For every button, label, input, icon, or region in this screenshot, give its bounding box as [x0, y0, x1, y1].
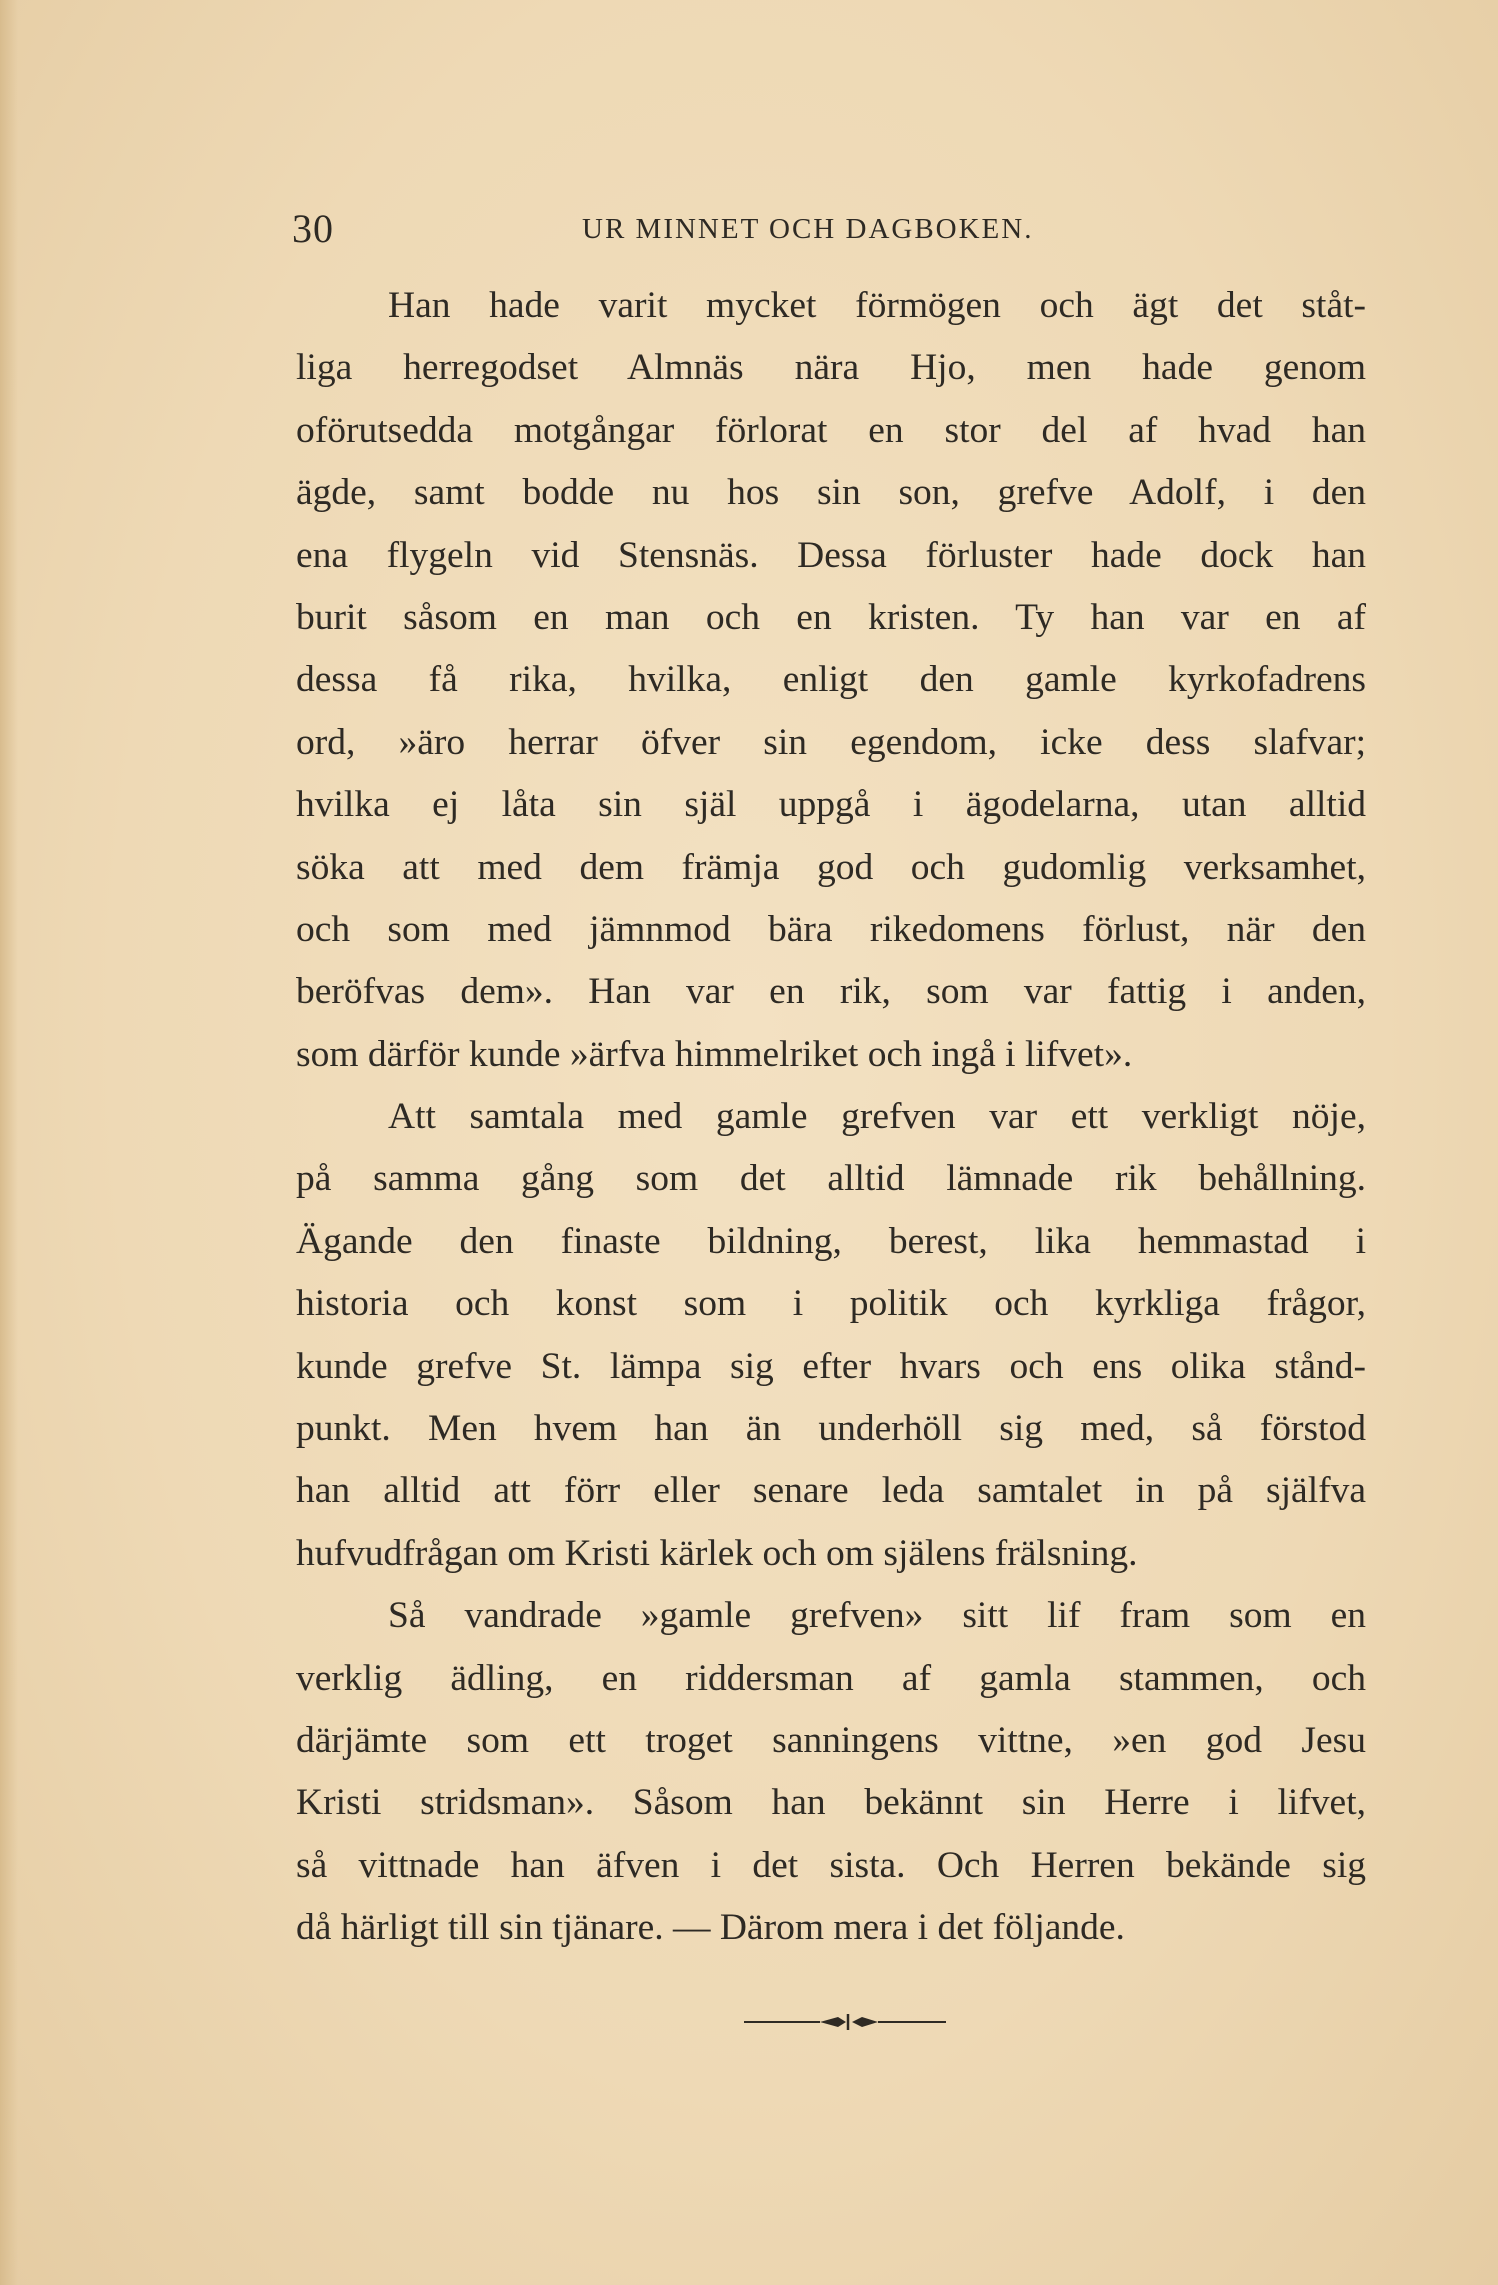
- text-line: Ägande den finaste bildning, berest, lika hemmastad i: [296, 1220, 1366, 1262]
- text-line: på samma gång som det alltid lämnade rik behållning.: [296, 1158, 1366, 1200]
- text-line: ägde, samt bodde nu hos sin son, grefve Adolf, i den: [296, 472, 1366, 514]
- text-line: historia och konst som i politik och kyrkliga frågor,: [296, 1283, 1366, 1325]
- text-line: beröfvas dem». Han var en rik, som var fattig i anden,: [296, 971, 1366, 1013]
- text-line: och som med jämnmod bära rikedomens förlust, när den: [296, 908, 1366, 950]
- text-line: dessa få rika, hvilka, enligt den gamle kyrkofadrens: [296, 659, 1366, 701]
- page-number: 30: [292, 206, 334, 251]
- text-line: ord, »äro herrar öfver sin egendom, icke dess slafvar;: [296, 721, 1366, 763]
- paragraph-3: [296, 1585, 1366, 1959]
- text-line: ena flygeln vid Stensnäs. Dessa förluster hade dock han: [296, 534, 1366, 576]
- text-line: hvilka ej låta sin själ uppgå i ägodelarna, utan alltid: [296, 784, 1366, 826]
- paragraph-1: [296, 275, 1366, 1086]
- text-line: verklig ädling, en riddersman af gamla stammen, och: [296, 1657, 1366, 1699]
- text-line: Så vandrade »gamle grefven» sitt lif fram som en: [388, 1595, 1366, 1637]
- text-line: söka att med dem främja god och gudomlig verksamhet,: [296, 846, 1366, 888]
- page-body: [296, 275, 1366, 1960]
- ornament-divider-icon: [740, 2010, 950, 2034]
- paragraph-2: [296, 1086, 1366, 1585]
- text-line: därjämte som ett troget sanningens vittne, »en god Jesu: [296, 1719, 1366, 1761]
- running-title: UR MINNET OCH DAGBOKEN.: [582, 213, 1034, 245]
- text-line: då härligt till sin tjänare. — Därom mera i det följande.: [296, 1907, 1125, 1949]
- text-line: så vittnade han äfven i det sista. Och Herren bekände sig: [296, 1844, 1366, 1886]
- text-line: hufvudfrågan om Kristi kärlek och om själens frälsning.: [296, 1532, 1138, 1574]
- text-line: punkt. Men hvem han än underhöll sig med, så förstod: [296, 1408, 1366, 1450]
- text-line: kunde grefve St. lämpa sig efter hvars och ens olika stånd-: [296, 1345, 1366, 1387]
- text-line: Att samtala med gamle grefven var ett verkligt nöje,: [388, 1096, 1366, 1138]
- text-line: Han hade varit mycket förmögen och ägt det ståt-: [388, 285, 1366, 326]
- text-line: Kristi stridsman». Såsom han bekännt sin Herre i lifvet,: [296, 1782, 1366, 1824]
- text-line: han alltid att förr eller senare leda samtalet in på själfva: [296, 1470, 1366, 1512]
- text-line: liga herregodset Almnäs nära Hjo, men hade genom: [296, 347, 1366, 389]
- text-line: som därför kunde »ärfva himmelriket och ingå i lifvet».: [296, 1033, 1133, 1075]
- text-line: oförutsedda motgångar förlorat en stor del af hvad han: [296, 409, 1366, 451]
- page-header: [292, 205, 1382, 253]
- text-line: burit såsom en man och en kristen. Ty han var en af: [296, 596, 1366, 638]
